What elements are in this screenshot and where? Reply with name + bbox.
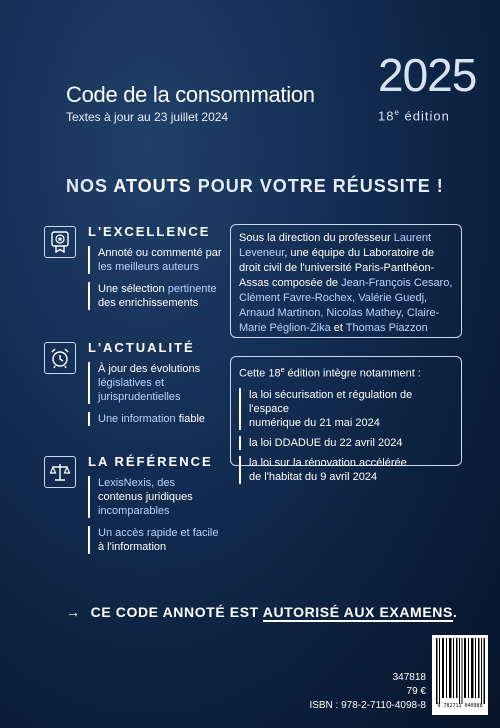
headline-part3: POUR VOTRE RÉUSSITE ! — [191, 176, 444, 196]
edition-intro-sup: e — [280, 367, 285, 374]
item-text: contenus juridiques — [98, 491, 193, 503]
list-item — [88, 526, 238, 554]
edition-box — [230, 356, 462, 483]
list-item — [88, 412, 238, 426]
book-title: Code de la consommation — [66, 82, 315, 107]
authors-text: , une équipe du Laboratoire de droit civil de l'université Paris-Panthéon-Assas composée de — [239, 247, 435, 289]
item-text-highlight: Une information — [98, 413, 179, 425]
edition-word: édition — [404, 108, 450, 124]
item-text-highlight: pertinente — [167, 283, 217, 295]
list-item — [239, 456, 453, 484]
scales-of-justice-icon — [44, 456, 76, 488]
item-text-highlight: législatives et jurisprudentielles — [98, 377, 181, 403]
isbn: ISBN : 978-2-7110-4098-8 — [309, 700, 426, 711]
edition-intro-rest: édition intègre notamment : — [284, 367, 421, 380]
section-title-excellence: L'EXCELLENCE — [88, 224, 211, 239]
item-text-highlight: incomparables — [98, 505, 170, 517]
law-text: de l'habitat du 9 avril 2024 — [249, 470, 378, 483]
update-date: Textes à jour au 23 juillet 2024 — [66, 110, 229, 124]
product-code: 347818 — [392, 672, 426, 683]
director-name: Laurent Leveneur — [239, 232, 432, 259]
list-item — [239, 436, 453, 450]
authors-text: et — [330, 322, 346, 334]
list-item — [88, 246, 238, 274]
edition-number: 18 — [378, 108, 395, 124]
edition-year: 2025 — [378, 49, 477, 101]
cta-text: . — [452, 604, 458, 620]
authors-names: Thomas Piazzon — [345, 322, 428, 334]
barcode-digits: 9 782711 040988 — [437, 703, 483, 709]
alarm-clock-icon — [44, 342, 76, 374]
price: 79 € — [406, 686, 426, 697]
headline-part1: NOS — [66, 176, 114, 196]
item-text: Une sélection — [98, 283, 168, 295]
item-text: fiable — [178, 413, 206, 425]
authors-box — [230, 224, 462, 338]
item-text: À jour des évolutions — [98, 363, 201, 375]
item-text-highlight: LexisNexis, des — [98, 477, 176, 489]
authors-names: Jean-François Cesaro, Clément Favre-Rochex, Valérie Guedj, Arnaud Martinon, Nicolas Mathey, Claire-Marie Péglion-Zika — [239, 277, 453, 334]
law-text: la loi sur la rénovation accélérée — [249, 456, 407, 469]
edition-label — [378, 108, 450, 123]
edition-intro — [239, 363, 453, 382]
arrow-right-icon: → — [66, 604, 81, 620]
item-text-highlight: Un accès rapide et facile — [98, 527, 219, 539]
barcode — [432, 635, 488, 715]
item-text: à l'information — [98, 541, 167, 553]
list-item — [88, 476, 238, 518]
edition-sup: e — [394, 108, 400, 117]
item-text-highlight: les meilleurs auteurs — [98, 261, 199, 273]
headline — [66, 176, 444, 197]
law-text: numérique du 21 mai 2024 — [249, 416, 380, 429]
exam-authorization-banner — [66, 604, 457, 620]
section-title-reference: LA RÉFÉRENCE — [88, 454, 213, 469]
edition-intro-text: Cette 18 — [239, 367, 281, 380]
item-text: des enrichissements — [98, 297, 199, 309]
list-item — [88, 362, 238, 404]
item-text: Annoté ou commenté par — [98, 247, 222, 259]
cta-text: CE CODE ANNOTÉ EST — [90, 604, 263, 620]
section-title-actualite: L'ACTUALITÉ — [88, 340, 195, 355]
award-badge-icon — [44, 226, 76, 258]
list-item — [239, 388, 453, 430]
law-text: la loi sécurisation et régulation de l'espace — [249, 388, 413, 415]
cta-highlight: AUTORISÉ AUX EXAMENS — [262, 604, 453, 620]
law-text: la loi DDADUE du 22 avril 2024 — [249, 436, 403, 449]
headline-part2: ATOUTS — [113, 176, 192, 196]
authors-text: Sous la direction du professeur — [239, 232, 394, 244]
list-item — [88, 282, 238, 310]
